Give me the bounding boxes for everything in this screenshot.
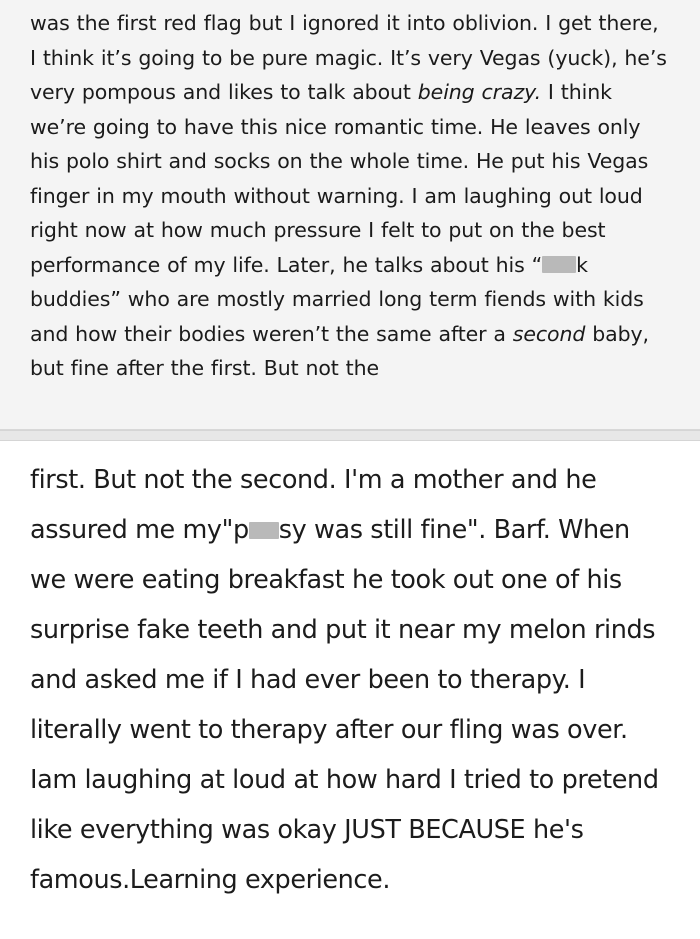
upper-text-part-2: I think we’re going to have this nice romantic time. He leaves only his polo shirt and socks on the whole time. He put his Vegas finger in my mouth without warning. I am laughing out loud right now at how much pressure I felt to put on the best performance of my life. Later, he talks about his “ xyxy=(30,80,649,277)
upper-text-part-3: k buddies” who are mostly married long term fiends with kids and how their bodies weren’t the same after a xyxy=(30,252,644,346)
lower-panel-paragraph xyxy=(30,455,672,905)
upper-text-part-4: baby, but fine after the first. But not the xyxy=(30,321,649,380)
upper-text-italic-1: being crazy. xyxy=(417,80,541,104)
censored-word-2-redaction xyxy=(249,522,279,539)
lower-text-panel xyxy=(0,441,700,939)
panel-divider xyxy=(0,430,700,441)
upper-text-italic-2: second xyxy=(512,321,586,346)
upper-text-part-1: was the first red flag but I ignored it into oblivion. I get there, I think it’s going to be pure magic. It’s very Vegas (yuck), he’s very pompous and likes to talk about xyxy=(30,11,667,104)
upper-panel-paragraph xyxy=(30,6,670,386)
lower-text-part-1: first. But not the second. I'm a mother and he assured me my"p xyxy=(30,465,597,545)
censored-word-1-redaction xyxy=(542,256,576,273)
upper-text-panel xyxy=(0,0,700,430)
lower-text-part-2: sy was still fine". Barf. When we were eating breakfast he took out one of his surprise fake teeth and put it near my melon rinds and asked me if I had ever been to therapy. I literally went to therapy after our fling was over. Iam laughing at loud at how hard I tried to pretend like everything was okay JUST BECAUSE he's famous.Learning experience. xyxy=(30,515,659,895)
